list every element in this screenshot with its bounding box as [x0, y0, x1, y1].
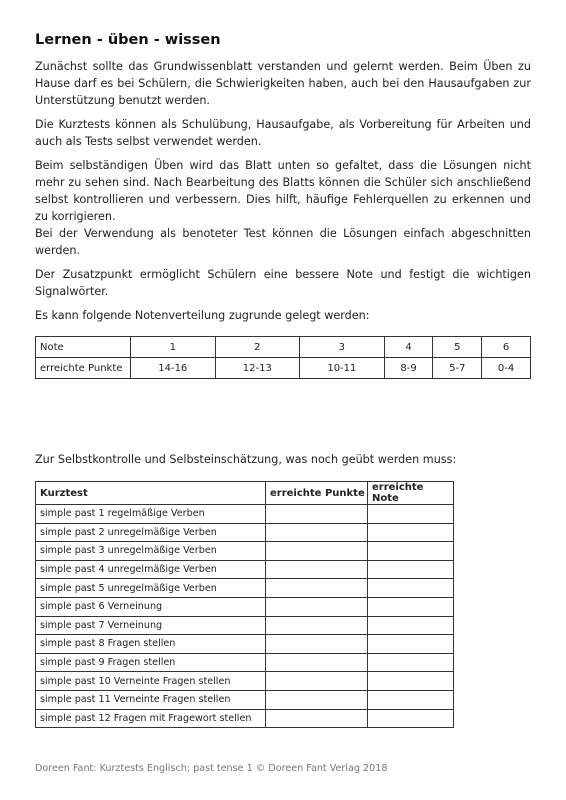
points-row-label: erreichte Punkte: [36, 358, 131, 379]
table-row: [36, 709, 454, 728]
self-check-header-row: [36, 482, 454, 505]
points-cell: 0-4: [482, 358, 531, 379]
test-name: simple past 12 Fragen mit Fragewort stellen: [36, 709, 266, 728]
test-name: simple past 7 Verneinung: [36, 616, 266, 635]
test-name: simple past 11 Verneinte Fragen stellen: [36, 690, 266, 709]
header-kurztest: Kurztest: [36, 482, 266, 505]
grade-entry-cell[interactable]: [368, 542, 454, 561]
grade-cell: 1: [131, 337, 216, 358]
test-name: simple past 8 Fragen stellen: [36, 635, 266, 654]
points-entry-cell[interactable]: [266, 635, 368, 654]
table-row: [36, 653, 454, 672]
grade-entry-cell[interactable]: [368, 672, 454, 691]
grade-cell: 2: [215, 337, 300, 358]
grade-cell: 3: [300, 337, 385, 358]
table-row: [36, 635, 454, 654]
grade-entry-cell[interactable]: [368, 709, 454, 728]
points-entry-cell[interactable]: [266, 560, 368, 579]
points-entry-cell[interactable]: [266, 542, 368, 561]
test-name: simple past 5 unregelmäßige Verben: [36, 579, 266, 598]
table-row: [36, 505, 454, 524]
grade-entry-cell[interactable]: [368, 616, 454, 635]
grade-row-label: Note: [36, 337, 131, 358]
page-footer: Doreen Fant: Kurztests Englisch: past tense 1 © Doreen Fant Verlag 2018: [35, 763, 388, 774]
test-name: simple past 4 unregelmäßige Verben: [36, 560, 266, 579]
grade-entry-cell[interactable]: [368, 653, 454, 672]
grade-cell: 6: [482, 337, 531, 358]
self-check-intro: Zur Selbstkontrolle und Selbsteinschätzung, was noch geübt werden muss:: [35, 453, 457, 466]
grade-entry-cell[interactable]: [368, 597, 454, 616]
grade-entry-cell[interactable]: [368, 579, 454, 598]
points-entry-cell[interactable]: [266, 616, 368, 635]
table-row: [36, 560, 454, 579]
grade-distribution-table: [35, 336, 531, 379]
table-row: [36, 690, 454, 709]
grade-entry-cell[interactable]: [368, 560, 454, 579]
points-cell: 12-13: [215, 358, 300, 379]
usage-paragraph: Die Kurztests können als Schulübung, Hausaufgabe, als Vorbereitung für Arbeiten und auch als Tests selbst verwendet werden.: [35, 118, 531, 148]
points-entry-cell[interactable]: [266, 653, 368, 672]
test-name: simple past 1 regelmäßige Verben: [36, 505, 266, 524]
intro-paragraph: Zunächst sollte das Grundwissenblatt verstanden und gelernt werden. Beim Üben zu Hause darf es bei Schülern, die Schwierigkeiten haben, auch bei den Hausaufgaben zur Unterstützung benutzt werden.: [35, 60, 531, 107]
points-entry-cell[interactable]: [266, 709, 368, 728]
header-grade: erreichte Note: [368, 482, 454, 505]
grade-entry-cell[interactable]: [368, 690, 454, 709]
page-title: Lernen - üben - wissen: [35, 32, 221, 48]
points-row: [36, 358, 531, 379]
table-row: [36, 597, 454, 616]
table-row: [36, 672, 454, 691]
bonus-point-paragraph: Der Zusatzpunkt ermöglicht Schülern eine bessere Note und festigt die wichtigen Signalwörter.: [35, 268, 531, 298]
self-practice-paragraph: Beim selbständigen Üben wird das Blatt unten so gefaltet, dass die Lösungen nicht mehr zu sehen sind. Nach Bearbeitung des Blatts können die Schüler sich anschließend selbst kontrollieren und verbessern. Dies hilft, häufige Fehlerquellen zu erkennen und zu korrigieren.: [35, 159, 531, 223]
grade-cell: 4: [384, 337, 433, 358]
points-entry-cell[interactable]: [266, 505, 368, 524]
points-cell: 10-11: [300, 358, 385, 379]
test-name: simple past 10 Verneinte Fragen stellen: [36, 672, 266, 691]
test-name: simple past 2 unregelmäßige Verben: [36, 523, 266, 542]
points-entry-cell[interactable]: [266, 672, 368, 691]
self-check-table: [35, 481, 454, 728]
grade-scale-intro: Es kann folgende Notenverteilung zugrunde gelegt werden:: [35, 309, 370, 322]
points-entry-cell[interactable]: [266, 597, 368, 616]
points-entry-cell[interactable]: [266, 690, 368, 709]
header-points: erreichte Punkte: [266, 482, 368, 505]
table-row: [36, 616, 454, 635]
table-row: [36, 523, 454, 542]
grade-row: [36, 337, 531, 358]
test-name: simple past 6 Verneinung: [36, 597, 266, 616]
table-row: [36, 579, 454, 598]
grade-entry-cell[interactable]: [368, 523, 454, 542]
test-name: simple past 3 unregelmäßige Verben: [36, 542, 266, 561]
points-cell: 8-9: [384, 358, 433, 379]
test-name: simple past 9 Fragen stellen: [36, 653, 266, 672]
graded-test-paragraph: Bei der Verwendung als benoteter Test können die Lösungen einfach abgeschnitten werden.: [35, 227, 531, 257]
table-row: [36, 542, 454, 561]
points-entry-cell[interactable]: [266, 579, 368, 598]
grade-entry-cell[interactable]: [368, 505, 454, 524]
grade-entry-cell[interactable]: [368, 635, 454, 654]
points-cell: 14-16: [131, 358, 216, 379]
points-cell: 5-7: [433, 358, 482, 379]
grade-cell: 5: [433, 337, 482, 358]
points-entry-cell[interactable]: [266, 523, 368, 542]
